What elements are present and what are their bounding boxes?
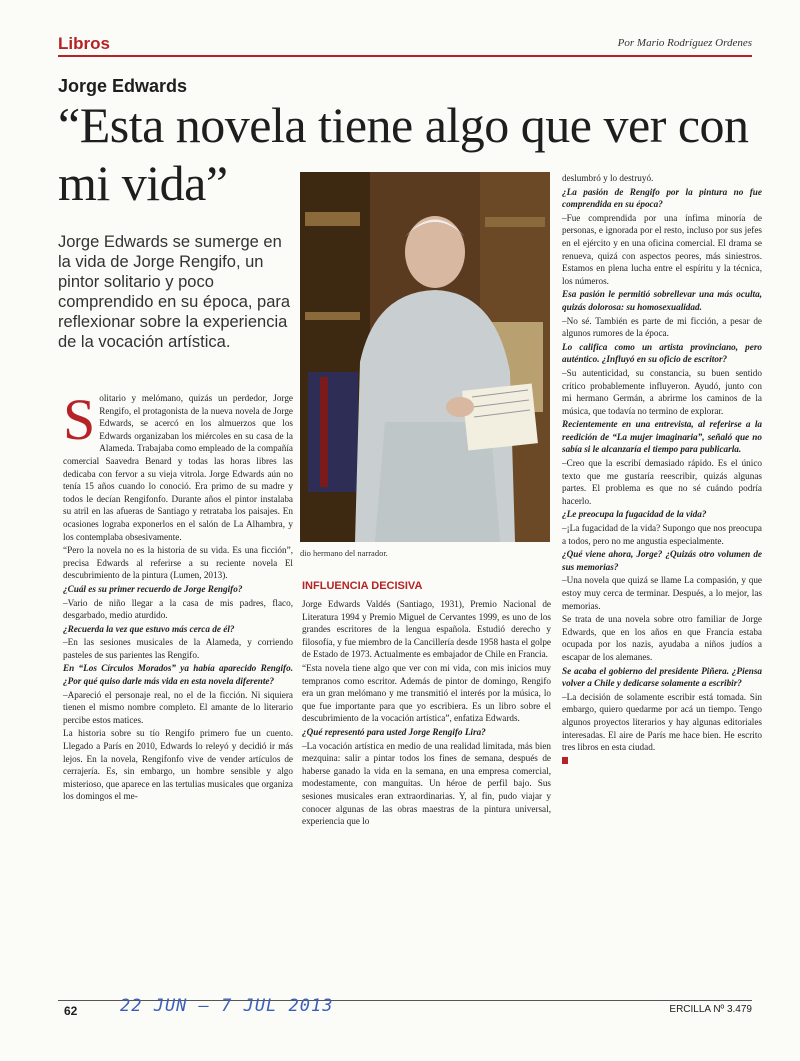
- paragraph: –La vocación artística en medio de una realidad limitada, más bien mezquina: salir a pintar todos los fines de semana, después de haberse ganado la vida en la semana, en una empresa comercial, modestamente, con manguitas. Un héroe de perfil bajo. Sus sesiones musicales eran extraordinarias. Y, al fin, pudo viajar y conocer algunas de las obras maestras de la pintura universal, experiencia que lo: [302, 740, 551, 827]
- issue-number: ERCILLA Nº 3.479: [669, 1004, 752, 1015]
- article-column-1: [63, 387, 293, 804]
- paragraph: olitario y melómano, quizás un perdedor, Jorge Rengifo, el protagonista de la nueva novela de Jorge Edwards, se acercó en los almuerzos que los Edwards organizaban los miércoles en su casa de la Alameda. Trabajaba como empleado de la compañía comercial Saavedra Benard y todas las horas libres las dedicaba con fervor a su vieja vitrola. Jorge Edwards aún no tenía 15 años cuando lo conoció. Era primo de su madre y todos le decían Rengifonfo. Durante años el pintor instalaba su atril en las afueras de Santiago y retrataba los paisajes. En ocasiones lograba exponerlos en el salón de La Alhambra, y los contemplaba obsesivamente.: [63, 393, 293, 542]
- paragraph: –En las sesiones musicales de la Alameda, y corriendo pasteles de sus parientes las Rengifo.: [63, 637, 293, 660]
- paragraph: La historia sobre su tío Rengifo primero fue un cuento. Llegado a París en 2010, Edwards lo releyó y decidió ir más lejos. En la novela, Rengifonfo vive de vender artículos de cerrajería. Es, sin embargo, un hombre sensible y algo misterioso, que aparece en las tertulias musicales que organiza los domingos el me-: [63, 728, 293, 802]
- photo-caption: dio hermano del narrador.: [300, 548, 388, 558]
- paragraph: –La decisión de solamente escribir está tomada. Sin embargo, quiero quedarme por acá un tiempo. Tengo algunos proyectos literarios y hay algunas editoriales interesadas. El aire de París me hace bien. He escrito tres libros en esta ciudad.: [562, 691, 762, 753]
- article-column-2: [302, 598, 551, 829]
- interview-question: Se acaba el gobierno del presidente Piñera. ¿Piensa volver a Chile y dedicarse solamente a escribir?: [562, 665, 762, 689]
- paragraph: –Su autenticidad, su constancia, su buen sentido crítico probablemente influyeron. Ayudó, junto con mi hermano Germán, a abrirme los caminos de la música, que todavía no termino de explorar.: [562, 367, 762, 416]
- paragraph: –Apareció el personaje real, no el de la ficción. Ni siquiera tienen el mismo nombre completo. El amante de lo literario percibe estos matices.: [63, 689, 293, 725]
- paragraph: –¡La fugacidad de la vida? Supongo que nos preocupa a todos, pero no me angustia especialmente.: [562, 523, 762, 546]
- end-mark-icon: [562, 757, 568, 764]
- interview-question: ¿Le preocupa la fugacidad de la vida?: [562, 509, 707, 520]
- article-lead: Jorge Edwards se sumerge en la vida de Jorge Rengifo, un pintor solitario y poco comprendido en su época, para reflexionar sobre la experiencia de la vocación artística.: [58, 233, 291, 351]
- byline: Por Mario Rodríguez Ordenes: [617, 37, 752, 49]
- paragraph: –Vario de niño llegar a la casa de mis padres, flaco, desgarbado, medio aturdido.: [63, 597, 293, 621]
- paragraph: –No sé. También es parte de mi ficción, a pesar de algunos rumores de la época.: [562, 315, 762, 339]
- author-photo-illustration: [300, 172, 550, 542]
- paragraph: –Una novela que quizá se llame La compasión, y que estoy muy cerca de terminar. Después, a lo mejor, las memorias.: [562, 575, 762, 611]
- paragraph: Se trata de una novela sobre otro familiar de Jorge Edwards, que en los años en que Francia estaba ocupada por los nazis, ayudaba a niños judíos a escapar de los alemanes.: [562, 614, 762, 662]
- paragraph: deslumbró y lo destruyó.: [562, 173, 654, 183]
- interview-question: ¿Qué representó para usted Jorge Rengifo Lira?: [302, 726, 486, 737]
- header-rule: [58, 55, 752, 57]
- paragraph: –Fue comprendida por una ínfima minoría de personas, e ignorada por el resto, incluso por sus jefes en el ejército y en una oficina comercial. El drama se renueva, quizá con aspectos peores, más siniestros. Estamos en plena lucha entre el espíritu y la técnica, los números.: [562, 212, 762, 286]
- paragraph: Jorge Edwards Valdés (Santiago, 1931), Premio Nacional de Literatura 1994 y Premio Miguel de Cervantes 1999, es uno de los grandes escritores de la lengua española. Estudió derecho y filosofía, y fue miembro de la Cancillería desde 1958 hasta el golpe de Estado de 1973. Actualmente es embajador de Chile en Francia.: [302, 599, 551, 660]
- interview-question: Recientemente en una entrevista, al referirse a la reedición de “La mujer imaginaria”, señaló que no sabía si le alcanzaría el tiempo para publicarla.: [562, 419, 762, 455]
- paragraph: –Creo que la escribí demasiado rápido. Es el único texto que me gustaría reescribir, quizás algunas partes. El problema es que no sé cuándo podría hacerlo.: [562, 458, 762, 506]
- interview-question: ¿La pasión de Rengifo por la pintura no fue comprendida en su época?: [562, 186, 762, 210]
- article-column-3: [562, 172, 762, 767]
- interview-question: ¿Recuerda la vez que estuvo más cerca de él?: [63, 623, 235, 634]
- date-stamp: 22 JUN – 7 JUL 2013: [120, 996, 334, 1016]
- drop-cap: S: [63, 387, 96, 452]
- paragraph: “Esta novela tiene algo que ver con mi vida, con mis inicios muy tempranos como escritor. Además de pintor de domingo, Rengifo era un gran melómano y me transmitió el interés por la música, lo que fue importante para que yo escribiera. Es un libro sobre el descubrimiento de la vocación artística”, enfatiza Edwards.: [302, 662, 551, 724]
- interview-question: ¿Qué viene ahora, Jorge? ¿Quizás otro volumen de sus memorias?: [562, 549, 762, 572]
- article-title: “Esta novela tiene algo que ver con mi vida”: [58, 97, 749, 211]
- page-number: 62: [64, 1004, 78, 1018]
- interview-question: Esa pasión le permitió sobrellevar una más oculta, quizás dolorosa: su homosexualidad.: [562, 289, 762, 312]
- paragraph: “Pero la novela no es la historia de su vida. Es una ficción”, precisa Edwards al referirse a su reciente novela El descubrimiento de la pintura (Lumen, 2013).: [63, 545, 293, 581]
- interview-question: En “Los Círculos Morados” ya había aparecido Rengifo. ¿Por qué quiso darle más vida en esta novela diferente?: [63, 663, 293, 687]
- interview-question: Lo califica como un artista provinciano, pero auténtico. ¿Influyó en su oficio de escritor?: [562, 341, 762, 365]
- interview-question: ¿Cuál es su primer recuerdo de Jorge Rengifo?: [63, 583, 243, 594]
- article-kicker: Jorge Edwards: [58, 76, 188, 96]
- section-label: Libros: [58, 34, 110, 53]
- subheading: INFLUENCIA DECISIVA: [302, 580, 423, 592]
- author-photo: [300, 172, 550, 542]
